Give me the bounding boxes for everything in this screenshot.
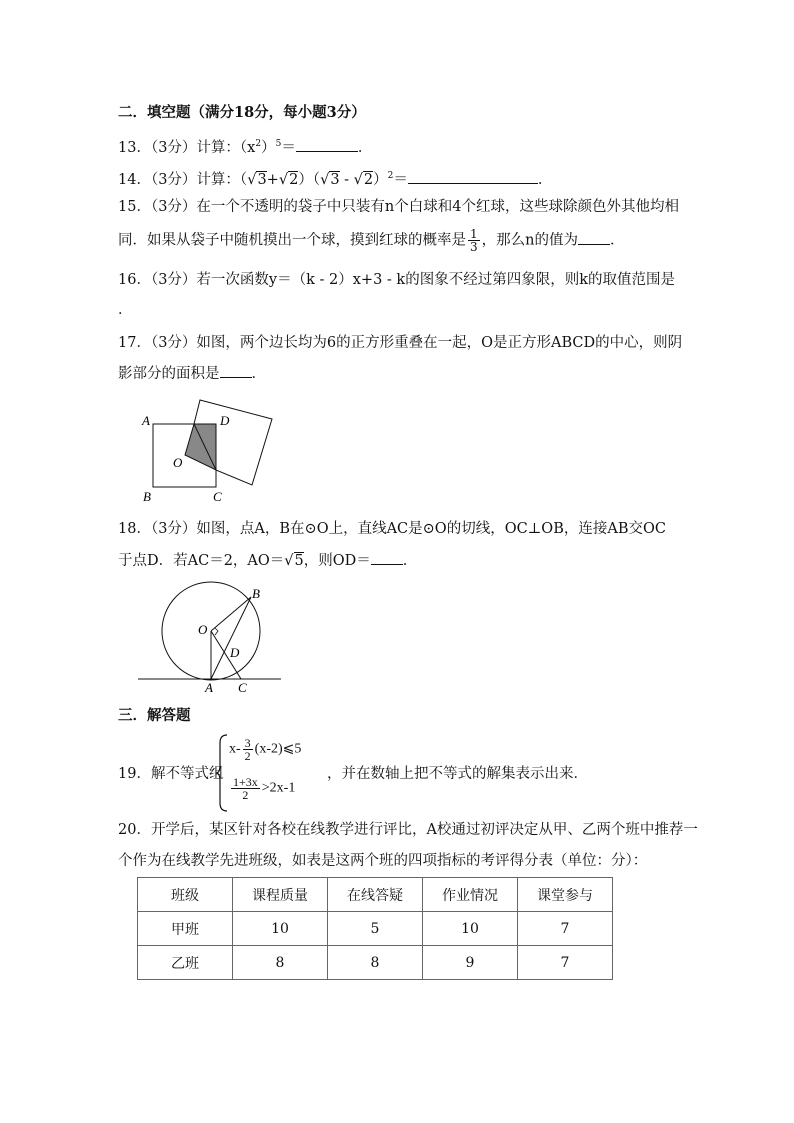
label-B: B bbox=[143, 489, 151, 504]
table-cell: 5 bbox=[328, 912, 423, 946]
label-D: D bbox=[220, 413, 230, 428]
table-cell: 9 bbox=[423, 946, 518, 980]
label-C: C bbox=[238, 680, 247, 695]
label-A: A bbox=[205, 680, 213, 695]
table-cell: 8 bbox=[233, 946, 328, 980]
question-15-line2: 同．如果从袋子中随机摸出一个球，摸到红球的概率是 $\frac{1}{3}$ ，那么n的值为 ． bbox=[118, 227, 625, 254]
question-19-label: 19．解不等式组 bbox=[118, 766, 224, 782]
right-angle-mark bbox=[215, 628, 218, 635]
segment-OB bbox=[211, 597, 251, 631]
question-13: 13．（3分）计算：$(x^2)^5=$ ． bbox=[118, 134, 372, 158]
question-17-line1: 17．（3分）如图，两个边长均为6的正方形重叠在一起，O是正方形ABCD的中心，则阴 bbox=[118, 335, 683, 351]
figure-squares bbox=[136, 392, 286, 507]
table-cell: 乙班 bbox=[138, 946, 233, 980]
inequality-2: $\frac{1+3x}{2}$ >2x-1 bbox=[233, 775, 296, 802]
answer-blank[interactable] bbox=[220, 363, 252, 378]
label-D: D bbox=[230, 645, 240, 660]
table-header: 课堂参与 bbox=[518, 878, 613, 912]
table-cell: 7 bbox=[518, 912, 613, 946]
question-16-line2: ． bbox=[118, 302, 133, 318]
inequality-1: x- $\frac{3}{2}$ (x-2)⩽5 bbox=[229, 736, 302, 763]
figure-circle bbox=[138, 580, 288, 695]
answer-blank[interactable] bbox=[371, 550, 403, 565]
table-row bbox=[138, 912, 613, 946]
answer-blank[interactable] bbox=[578, 230, 610, 245]
score-table bbox=[137, 877, 613, 980]
table-header: 作业情况 bbox=[423, 878, 518, 912]
section3-title: 三．解答题 bbox=[118, 707, 191, 724]
label-A: A bbox=[142, 413, 150, 428]
label-B: B bbox=[252, 586, 260, 601]
label-O: O bbox=[173, 455, 183, 470]
question-20-line1: 20．开学后，某区针对各校在线教学进行评比，A校通过初评决定从甲、乙两个班中推荐一 bbox=[118, 822, 698, 838]
shaded-region bbox=[185, 424, 216, 470]
system-brace bbox=[215, 733, 229, 813]
answer-blank[interactable] bbox=[408, 169, 538, 184]
answer-blank[interactable] bbox=[296, 137, 358, 152]
label-C: C bbox=[213, 489, 222, 504]
table-header: 在线答疑 bbox=[328, 878, 423, 912]
question-19-text: ，并在数轴上把不等式的解集表示出来． bbox=[327, 766, 588, 782]
label-O: O bbox=[198, 622, 208, 637]
table-header-row bbox=[138, 878, 613, 912]
question-15-line1: 15．（3分）在一个不透明的袋子中只装有n个白球和4个红球，这些球除颜色外其他均相 bbox=[118, 199, 679, 215]
table-cell: 甲班 bbox=[138, 912, 233, 946]
question-17-line2: 影部分的面积是 ． bbox=[118, 363, 266, 384]
table-row bbox=[138, 946, 613, 980]
table-cell: 10 bbox=[423, 912, 518, 946]
table-header: 课程质量 bbox=[233, 878, 328, 912]
table-cell: 7 bbox=[518, 946, 613, 980]
table-header: 班级 bbox=[138, 878, 233, 912]
question-16-line1: 16．（3分）若一次函数y＝（k - 2）x+3 - k的图象不经过第四象限，则k的取值范围是 bbox=[118, 272, 675, 288]
section2-title: 二．填空题（满分18分，每小题3分） bbox=[118, 104, 366, 121]
question-20-line2: 个作为在线教学先进班级，如表是这两个班的四项指标的考评得分表（单位：分）： bbox=[118, 853, 648, 869]
table-cell: 10 bbox=[233, 912, 328, 946]
table-cell: 8 bbox=[328, 946, 423, 980]
question-18-line2: 于点D．若AC＝2，AO＝√5，则OD＝ ． bbox=[118, 550, 417, 571]
fraction: $\frac{1}{3}$ bbox=[470, 227, 478, 254]
question-18-line1: 18．（3分）如图，点A，B在⊙O上，直线AC是⊙O的切线，OC⊥OB，连接AB交OC bbox=[118, 521, 666, 537]
question-14: 14．（3分）计算：（√3+√2）（√3 - √2）$^2$＝ ． bbox=[118, 166, 552, 190]
